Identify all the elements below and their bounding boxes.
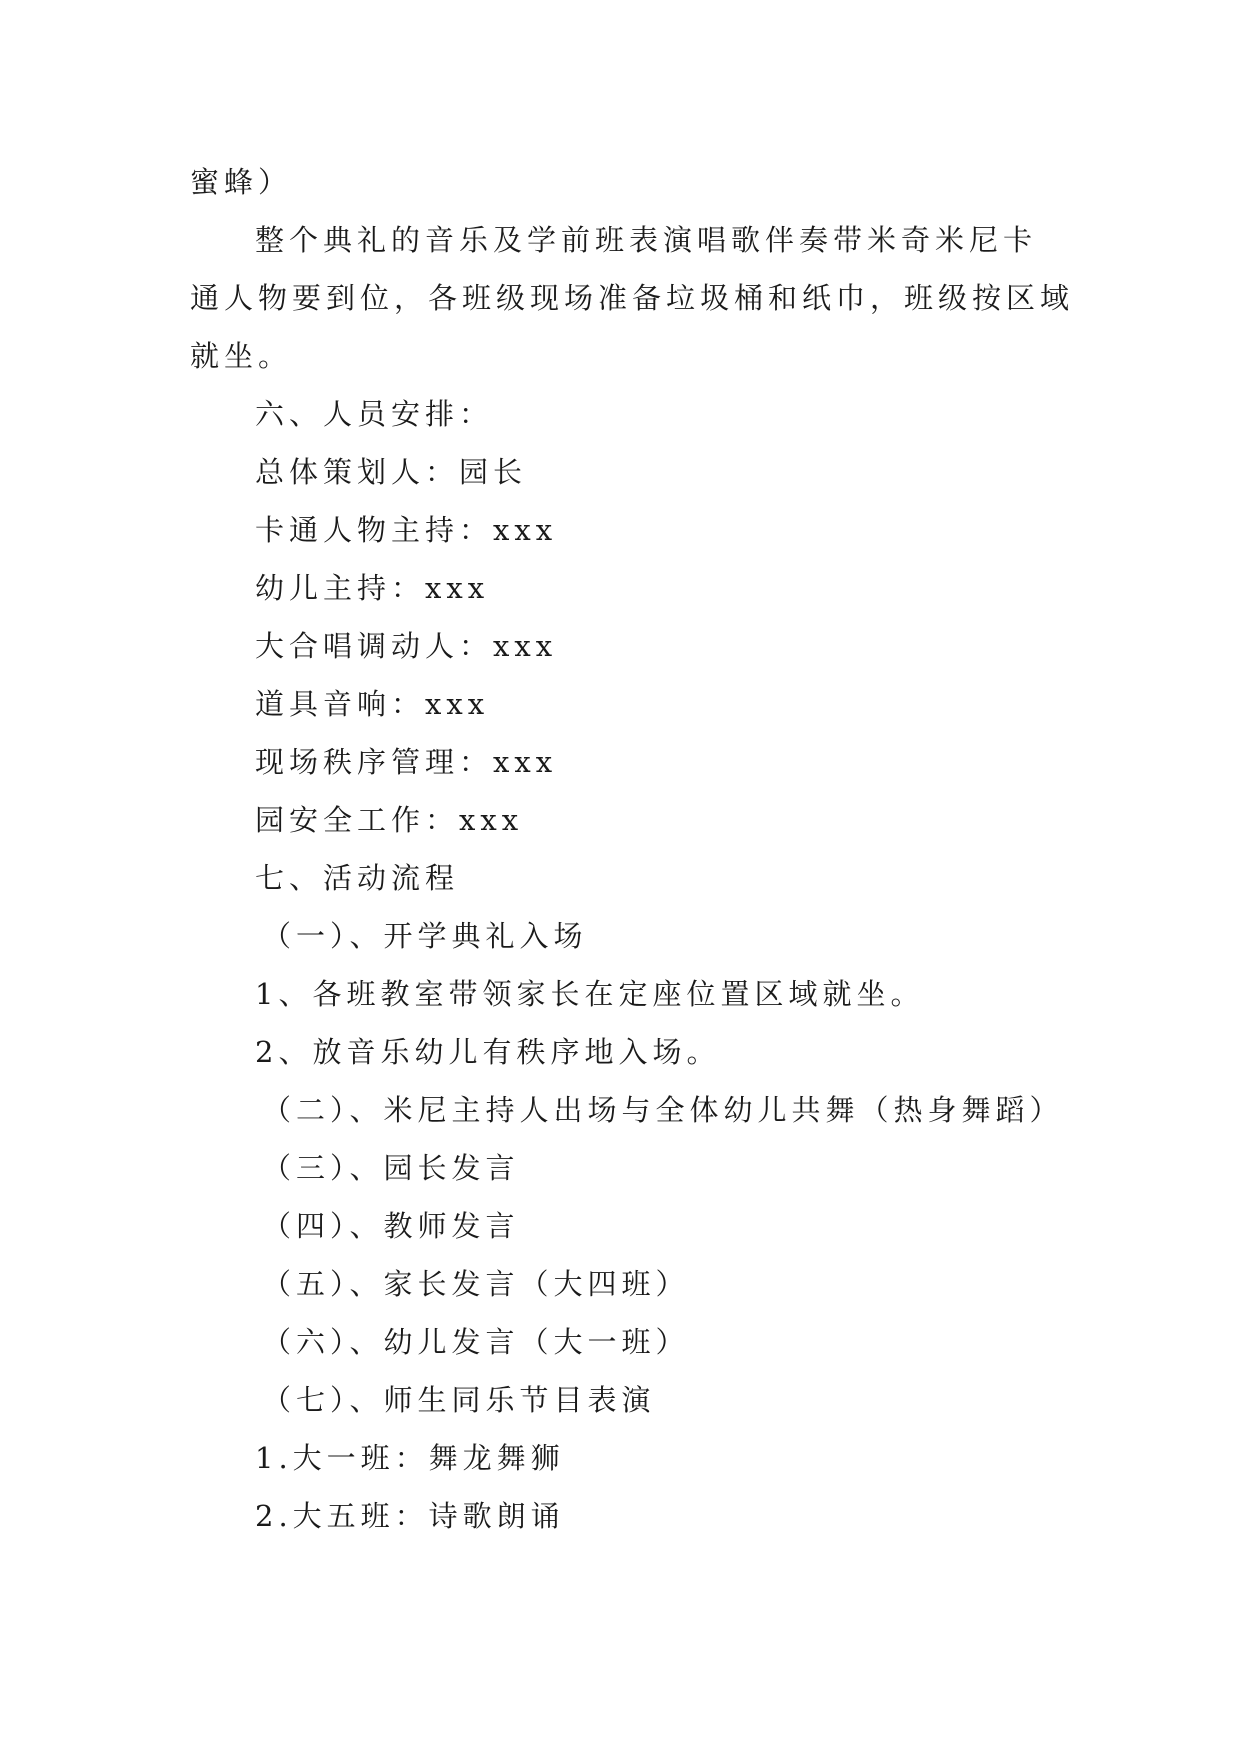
continuation-line: 蜜蜂） — [190, 165, 293, 199]
list-item: 2.大五班：诗歌朗诵 — [255, 1499, 565, 1533]
paragraph-line: 通人物要到位，各班级现场准备垃圾桶和纸巾，班级按区域 — [190, 281, 1075, 315]
section-heading: 七、活动流程 — [255, 861, 460, 895]
paragraph-line: 就坐。 — [190, 339, 293, 373]
staff-item: 大合唱调动人：xxx — [255, 629, 558, 663]
staff-item: 园安全工作：xxx — [255, 803, 524, 837]
staff-item: 现场秩序管理：xxx — [255, 745, 558, 779]
subsection-heading: （七）、师生同乐节目表演 — [262, 1383, 656, 1417]
list-item: 2、放音乐幼儿有秩序地入场。 — [255, 1035, 721, 1069]
paragraph-line: 整个典礼的音乐及学前班表演唱歌伴奏带米奇米尼卡 — [255, 223, 1038, 257]
subsection-heading: （四）、教师发言 — [262, 1209, 520, 1243]
subsection-heading: （三）、园长发言 — [262, 1151, 520, 1185]
staff-item: 幼儿主持：xxx — [255, 571, 490, 605]
subsection-heading: （五）、家长发言（大四班） — [262, 1267, 690, 1301]
subsection-heading: （六）、幼儿发言（大一班） — [262, 1325, 690, 1359]
staff-item: 总体策划人：园长 — [255, 455, 528, 489]
staff-item: 卡通人物主持：xxx — [255, 513, 558, 547]
list-item: 1、各班教室带领家长在定座位置区域就坐。 — [255, 977, 925, 1011]
subsection-heading: （二）、米尼主持人出场与全体幼儿共舞（热身舞蹈） — [262, 1093, 1064, 1127]
subsection-heading: （一）、开学典礼入场 — [262, 919, 588, 953]
section-heading: 六、人员安排： — [255, 397, 494, 431]
staff-item: 道具音响：xxx — [255, 687, 490, 721]
list-item: 1.大一班：舞龙舞狮 — [255, 1441, 565, 1475]
